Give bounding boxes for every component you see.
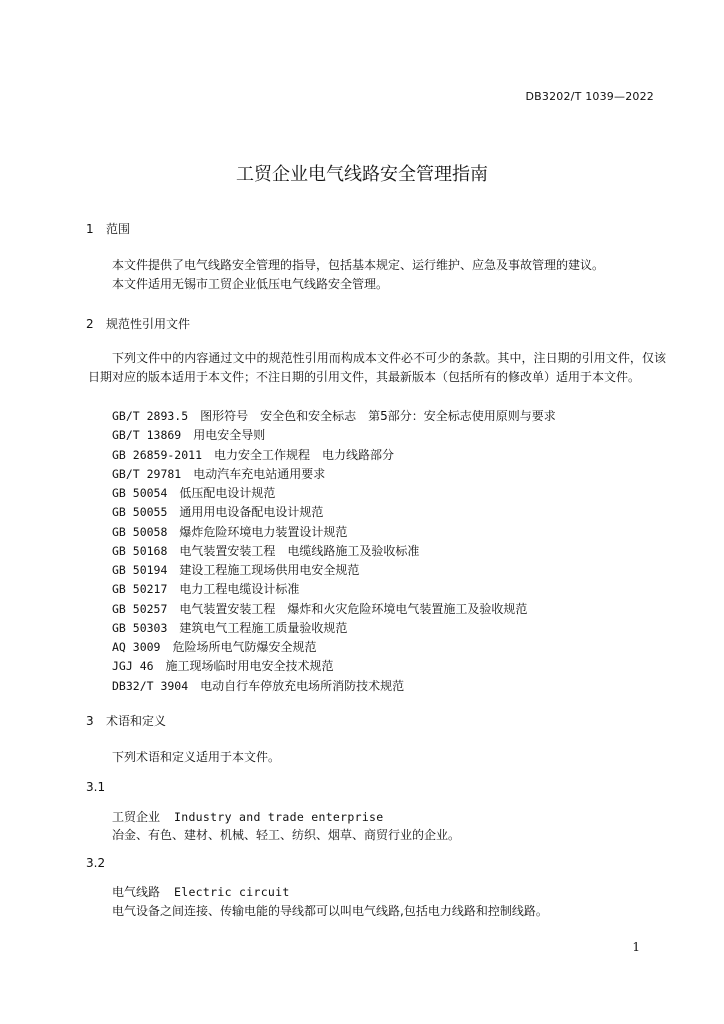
section-number: 3	[86, 714, 94, 728]
reference-item	[112, 446, 556, 465]
reference-code: JGJ 46	[112, 659, 154, 674]
terms-intro: 下列术语和定义适用于本文件。	[112, 750, 281, 764]
reference-list	[112, 407, 556, 696]
reference-item	[112, 600, 556, 619]
reference-code: GB 50257	[112, 601, 168, 616]
reference-title: 建设工程施工现场供用电安全规范	[179, 563, 360, 577]
reference-code: GB 26859-2011	[112, 447, 203, 462]
reference-title: 图形符号 安全色和安全标志 第5部分：安全标志使用原则与要求	[200, 409, 556, 423]
reference-code: GB 50168	[112, 543, 168, 558]
reference-item	[112, 580, 556, 599]
reference-item	[112, 677, 556, 696]
references-intro: 下列文件中的内容通过文中的规范性引用而构成本文件必不可少的条款。其中，注日期的引用文件，仅该日期对应的版本适用于本文件；不注日期的引用文件，其最新版本（包括所有的修改单）适用于本文件。	[88, 351, 666, 384]
term-entry	[112, 883, 290, 900]
reference-title: 建筑电气工程施工质量验收规范	[179, 620, 348, 635]
reference-title: 电力安全工作规程 电力线路部分	[214, 447, 395, 462]
reference-code: GB 50217	[112, 582, 168, 597]
document-title: 工贸企业电气线路安全管理指南	[236, 164, 488, 185]
term-cn: 工贸企业	[112, 810, 161, 824]
reference-title: 电气装置安装工程 爆炸和火灾危险环境电气装置施工及验收规范	[179, 601, 528, 616]
section-2-heading	[86, 315, 190, 332]
reference-title: 用电安全导则	[193, 428, 266, 443]
reference-code: GB 50194	[112, 563, 168, 577]
term-en: Electric circuit	[174, 885, 290, 899]
reference-title: 施工现场临时用电安全技术规范	[165, 659, 334, 674]
section-number: 2	[86, 317, 94, 331]
term-en: Industry and trade enterprise	[174, 810, 384, 824]
term-cn: 电气线路	[112, 885, 161, 899]
reference-code: GB 50058	[112, 524, 168, 539]
reference-title: 电气装置安装工程 电缆线路施工及验收标准	[179, 543, 420, 558]
reference-code: GB 50055	[112, 505, 168, 520]
reference-title: 电动自行车停放充电场所消防技术规范	[200, 678, 405, 693]
document-code: DB3202/T 1039—2022	[525, 90, 654, 103]
reference-code: DB32/T 3904	[112, 678, 189, 693]
scope-line-1: 本文件提供了电气线路安全管理的指导，包括基本规定、运行维护、应急及事故管理的建议。	[112, 258, 605, 272]
reference-title: 低压配电设计规范	[179, 486, 276, 500]
section-title: 规范性引用文件	[106, 317, 191, 331]
section-title: 术语和定义	[106, 714, 167, 728]
reference-item	[112, 407, 556, 426]
reference-title: 电力工程电缆设计标准	[179, 582, 300, 597]
term-number: 3.2	[86, 856, 106, 870]
reference-item	[112, 638, 556, 657]
section-number: 1	[86, 222, 94, 236]
reference-code: GB/T 2893.5	[112, 409, 189, 423]
reference-code: GB/T 29781	[112, 466, 182, 481]
reference-item	[112, 619, 556, 638]
reference-code: GB 50054	[112, 486, 168, 500]
term-definition: 冶金、有色、建材、机械、轻工、纺织、烟草、商贸行业的企业。	[112, 828, 461, 842]
reference-item	[112, 523, 556, 542]
reference-item	[112, 657, 556, 676]
reference-item	[112, 561, 556, 580]
scope-line-2: 本文件适用无锡市工贸企业低压电气线路安全管理。	[112, 277, 389, 291]
reference-title: 危险场所电气防爆安全规范	[172, 640, 317, 654]
reference-item	[112, 542, 556, 561]
reference-title: 电动汽车充电站通用要求	[193, 466, 326, 481]
section-1-heading	[86, 220, 130, 237]
reference-code: AQ 3009	[112, 640, 161, 654]
reference-title: 爆炸危险环境电力装置设计规范	[179, 524, 348, 539]
reference-code: GB 50303	[112, 620, 168, 635]
reference-code: GB/T 13869	[112, 428, 182, 443]
term-definition: 电气设备之间连接、传输电能的导线都可以叫电气线路,包括电力线路和控制线路。	[112, 904, 548, 918]
section-3-heading	[86, 712, 166, 729]
section-title: 范围	[106, 222, 131, 236]
term-number: 3.1	[86, 780, 106, 794]
reference-item	[112, 503, 556, 522]
reference-title: 通用用电设备配电设计规范	[179, 505, 324, 520]
reference-item	[112, 426, 556, 445]
page-number: 1	[632, 940, 640, 954]
reference-item	[112, 465, 556, 484]
reference-item	[112, 484, 556, 503]
term-entry	[112, 808, 384, 825]
